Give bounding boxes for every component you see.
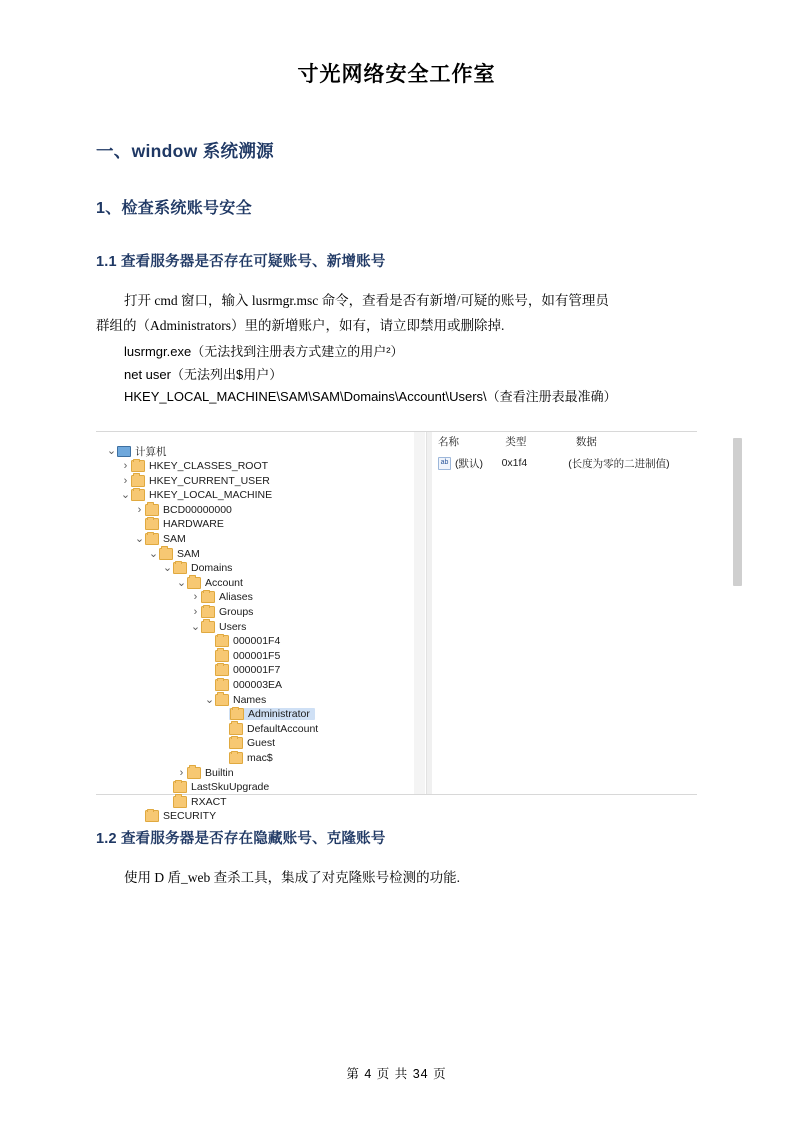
column-header-type[interactable]: 类型 — [505, 436, 527, 449]
registry-tree-item-content[interactable] — [229, 723, 318, 735]
registry-tree-item-label: HKEY_LOCAL_MACHINE — [149, 489, 273, 502]
chevron-placeholder-icon — [162, 797, 173, 806]
heading-window-system-trace: 一、window 系统溯源 — [96, 141, 274, 161]
registry-tree-item[interactable] — [134, 503, 232, 518]
registry-values-pane[interactable] — [432, 432, 697, 794]
registry-tree-item-label: Users — [219, 620, 247, 633]
folder-icon — [229, 737, 243, 749]
registry-tree-item-content[interactable] — [215, 664, 280, 676]
folder-icon — [173, 781, 187, 793]
folder-icon — [159, 548, 173, 560]
code-line-lusrmgr: lusrmgr.exe（无法找到注册表方式建立的用户²） — [124, 343, 404, 359]
chevron-right-icon[interactable]: › — [193, 606, 198, 619]
registry-editor-window — [96, 432, 697, 823]
folder-icon — [173, 562, 187, 574]
registry-tree-item-label: 计算机 — [135, 445, 167, 458]
folder-icon — [145, 810, 159, 822]
value-name-cell[interactable] — [432, 456, 496, 471]
registry-tree-item[interactable] — [120, 459, 268, 474]
registry-tree-item[interactable] — [204, 678, 282, 693]
paragraph-line-1: 打开 cmd 窗口，输入 lusrmgr.msc 命令，查看是否有新增/可疑的账号，如有管理员 — [124, 293, 609, 308]
registry-tree-item[interactable] — [190, 605, 253, 620]
registry-tree-item-label: HKEY_CLASSES_ROOT — [149, 460, 269, 473]
folder-icon — [145, 504, 159, 516]
folder-icon — [215, 694, 229, 706]
registry-tree-item[interactable] — [204, 649, 280, 664]
registry-tree-item[interactable] — [204, 663, 280, 678]
registry-tree-item-content[interactable] — [201, 621, 246, 633]
registry-tree-item-content[interactable] — [131, 460, 268, 472]
registry-tree-item-content[interactable] — [215, 679, 282, 691]
registry-tree-item[interactable] — [162, 561, 232, 576]
registry-tree-item-label: 000001F5 — [233, 649, 281, 662]
registry-tree-item-content[interactable] — [187, 767, 234, 779]
registry-tree-item-content[interactable] — [159, 548, 200, 560]
registry-tree-item[interactable] — [218, 722, 318, 737]
folder-icon — [187, 577, 201, 589]
registry-tree-item-content[interactable] — [145, 533, 186, 545]
paragraph-line-2: 群组的（Administrators）里的新增账户，如有，请立即禁用或删除掉. — [96, 317, 505, 333]
page-footer: 第 4 页 共 34 页 — [346, 1067, 447, 1081]
chevron-right-icon[interactable]: › — [193, 591, 198, 604]
chevron-placeholder-icon — [218, 710, 229, 719]
folder-icon — [131, 489, 145, 501]
chevron-down-icon[interactable]: ⌄ — [162, 562, 173, 575]
folder-icon — [215, 664, 229, 676]
registry-tree-item-label: Administrator — [248, 708, 310, 721]
folder-icon — [173, 796, 187, 808]
folder-icon — [201, 606, 215, 618]
registry-tree-item-label: Names — [233, 693, 267, 706]
registry-tree-item-label: Builtin — [205, 766, 234, 779]
chevron-right-icon[interactable]: › — [137, 503, 142, 516]
registry-tree-item-label: SECURITY — [163, 810, 217, 823]
registry-tree-item-content[interactable] — [145, 810, 216, 822]
registry-tree-item[interactable] — [204, 634, 280, 649]
folder-icon — [229, 752, 243, 764]
registry-tree-item[interactable] — [120, 488, 272, 503]
folder-icon — [215, 679, 229, 691]
registry-tree-item-label: BCD00000000 — [163, 503, 232, 516]
registry-tree-item-label: HARDWARE — [163, 518, 224, 531]
folder-icon — [229, 723, 243, 735]
registry-tree-item[interactable] — [148, 546, 200, 561]
registry-tree-item-label: Guest — [247, 737, 276, 750]
string-value-icon: ab — [438, 457, 451, 470]
registry-tree-item-content[interactable] — [131, 475, 270, 487]
registry-tree-item[interactable] — [134, 809, 216, 824]
registry-tree-item-content[interactable] — [117, 444, 167, 459]
column-header-data[interactable]: 数据 — [575, 436, 597, 449]
registry-tree-item-content[interactable] — [201, 591, 253, 603]
folder-icon — [145, 518, 159, 530]
registry-tree-item-label: HKEY_CURRENT_USER — [149, 474, 270, 487]
registry-tree-item[interactable] — [190, 619, 246, 634]
folder-icon — [215, 635, 229, 647]
registry-tree-item-label: Account — [205, 576, 243, 589]
chevron-right-icon[interactable]: › — [123, 460, 128, 473]
folder-icon — [201, 621, 215, 633]
registry-tree-item[interactable] — [190, 590, 253, 605]
value-type-cell: 0x1f4 — [501, 457, 528, 470]
paragraph-cmd-instructions — [96, 271, 697, 339]
folder-icon — [187, 767, 201, 779]
chevron-placeholder-icon — [162, 783, 173, 792]
value-data-cell: (长度为零的二进制值) — [568, 457, 670, 470]
registry-tree-item-label: SAM — [177, 547, 200, 560]
heading-hidden-cloned-accounts: 1.2 查看服务器是否存在隐藏账号、克隆账号 — [96, 831, 386, 848]
chevron-down-icon[interactable]: ⌄ — [120, 489, 131, 502]
registry-tree-item[interactable] — [134, 532, 186, 547]
tree-scrollbar-track[interactable] — [414, 432, 425, 794]
chevron-placeholder-icon — [204, 637, 215, 646]
registry-tree-item[interactable] — [176, 576, 243, 591]
registry-tree-item[interactable] — [176, 765, 234, 780]
registry-tree-item-label: mac$ — [247, 752, 273, 765]
registry-tree-item-label: 000001F4 — [233, 635, 281, 648]
paragraph-dshield-tool — [96, 848, 697, 891]
registry-tree-item-content[interactable] — [173, 796, 227, 808]
registry-tree-item-label: SAM — [163, 533, 186, 546]
registry-tree-item-label: LastSkuUpgrade — [191, 781, 270, 794]
registry-tree-item[interactable] — [106, 444, 167, 459]
chevron-placeholder-icon — [204, 651, 215, 660]
value-row-default[interactable] — [432, 455, 697, 471]
code-line-registry-path: HKEY_LOCAL_MACHINE\SAM\SAM\Domains\Account\Users\（查看注册表最准确） — [124, 389, 617, 405]
registry-tree-item[interactable] — [120, 473, 270, 488]
chevron-placeholder-icon — [204, 666, 215, 675]
chevron-placeholder-icon — [134, 812, 145, 821]
folder-icon — [230, 708, 244, 720]
registry-tree-item[interactable] — [162, 795, 227, 810]
folder-icon — [131, 475, 145, 487]
chevron-placeholder-icon — [218, 724, 229, 733]
chevron-down-icon[interactable]: ⌄ — [106, 445, 117, 458]
registry-tree-item-content[interactable] — [215, 694, 266, 706]
registry-tree-item-label: DefaultAccount — [247, 722, 319, 735]
registry-tree-item[interactable] — [162, 780, 269, 795]
registry-tree-item-label: RXACT — [191, 795, 227, 808]
folder-icon — [201, 591, 215, 603]
chevron-placeholder-icon — [204, 681, 215, 690]
heading-suspicious-accounts: 1.1 查看服务器是否存在可疑账号、新增账号 — [96, 254, 386, 270]
registry-tree-item-content[interactable] — [229, 737, 275, 749]
registry-tree-item-content[interactable] — [201, 606, 253, 618]
chevron-placeholder-icon — [218, 754, 229, 763]
registry-tree-item-content[interactable] — [187, 577, 243, 589]
registry-editor-figure — [96, 431, 697, 823]
value-name-text: (默认) — [455, 457, 483, 470]
registry-tree-item-content[interactable] — [145, 518, 224, 530]
computer-icon — [117, 446, 131, 457]
registry-tree-item[interactable] — [218, 707, 315, 722]
registry-tree-item-content[interactable] — [229, 752, 273, 764]
registry-tree-pane[interactable] — [96, 432, 426, 823]
registry-tree-item[interactable] — [134, 517, 224, 532]
heading-check-account-security: 1、检查系统账号安全 — [96, 200, 252, 217]
tree-scrollbar-thumb[interactable] — [733, 438, 742, 586]
chevron-placeholder-icon — [134, 520, 145, 529]
chevron-down-icon[interactable]: ⌄ — [190, 620, 201, 633]
chevron-down-icon[interactable]: ⌄ — [134, 533, 145, 546]
registry-tree-item-content[interactable] — [173, 562, 232, 574]
registry-tree-item[interactable] — [204, 692, 266, 707]
registry-tree-item-label: 000001F7 — [233, 664, 281, 677]
paragraph-dshield-text: 使用 D 盾_web 查杀工具，集成了对克隆账号检测的功能. — [124, 870, 460, 886]
registry-tree-item[interactable] — [218, 751, 273, 766]
registry-tree-item-content[interactable] — [229, 708, 315, 720]
registry-tree-item-content[interactable] — [215, 650, 280, 662]
registry-tree-item-label: Aliases — [219, 591, 253, 604]
chevron-placeholder-icon — [218, 739, 229, 748]
registry-tree-item-content[interactable] — [215, 635, 280, 647]
folder-icon — [131, 460, 145, 472]
chevron-right-icon[interactable]: › — [123, 474, 128, 487]
folder-icon — [145, 533, 159, 545]
values-column-headers[interactable] — [432, 432, 697, 451]
folder-icon — [215, 650, 229, 662]
registry-tree-item-content[interactable] — [145, 504, 232, 516]
page-title: 寸光网络安全工作室 — [297, 63, 496, 86]
chevron-down-icon[interactable]: ⌄ — [204, 693, 215, 706]
registry-tree-item-label: 000003EA — [233, 679, 283, 692]
registry-tree-item-label: Groups — [219, 606, 254, 619]
registry-tree-item[interactable] — [218, 736, 275, 751]
column-header-name[interactable]: 名称 — [438, 436, 459, 449]
registry-tree-item-label: Domains — [191, 562, 233, 575]
chevron-down-icon[interactable]: ⌄ — [176, 576, 187, 589]
code-line-netuser: net user（无法列出$用户） — [124, 366, 283, 382]
registry-tree-item-content[interactable] — [173, 781, 269, 793]
chevron-right-icon[interactable]: › — [179, 766, 184, 779]
chevron-down-icon[interactable]: ⌄ — [148, 547, 159, 560]
registry-tree-item-content[interactable] — [131, 489, 272, 501]
